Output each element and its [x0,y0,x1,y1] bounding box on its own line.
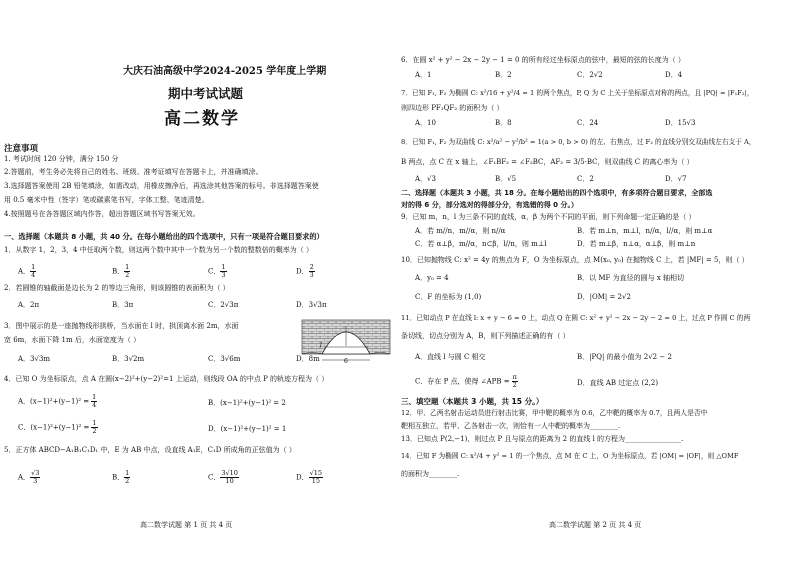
q8-stem: B 两点，点 C 在 x 轴上，∠F₁BF₂ = ∠F₂BC，AF₂ = 3/5·BC，则双曲线 C 的离心率为（ ） [401,158,694,166]
q3-stem: 3．图中展示的是一座抛物线形拱桥，当水面在 l 时，拱顶离水面 2m，水面 [4,322,239,330]
notes-item: 2.答题前，考生务必先将自己的姓名、班级、准考证填写在答题卡上，并准确填涂。 [4,168,263,176]
q9-option-d[interactable]: D．若 m⊥β，n⊥α，α⊥β，则 m⊥n [577,240,696,248]
q2-option-a[interactable]: A．2π [18,301,40,309]
q9-option-c[interactable]: C．若 α⊥β，m//α，n⊂β，l//n，则 m⊥l [415,240,547,248]
q4-stem: 4．已知 O 为坐标原点，点 A 在圆(x−2)²+(y−2)²=1 上运动，则线段 OA 的中点 P 的轨迹方程为（ ） [4,375,329,383]
right-page [397,0,794,561]
q2-option-c[interactable]: C．2√3π [208,301,239,309]
notes-item: 4.按照题号在各答题区域内作答，超出答题区域书写答案无效。 [4,210,200,218]
q10-option-b[interactable]: B．以 MF 为直径的圆与 x 轴相切 [577,274,685,282]
q7-stem: 7．已知 F₁, F₂ 为椭圆 C: x²/16 + y²/4 = 1 的两个焦点，P, Q 为 C 上关于坐标原点对称的两点，且 |PQ| = |F₁F₂|， [401,89,754,97]
q11-stem: 条切线，切点分别为 A，B，则下列描述正确的有（ ） [401,332,570,340]
q4-option-a[interactable]: A．(x−1)²+(y−1)² = $\frac{1}{4}$ [18,393,97,409]
q10-option-a[interactable]: A．y₀ = 4 [415,274,449,282]
page-footer-right: 高二数学试题 第 2 页 共 4 页 [549,521,642,529]
q8-option-d[interactable]: D．√7 [665,175,687,183]
q12-stem: 靶相互独立，若甲、乙各射击一次，则恰有一人中靶的概率为________. [401,422,621,430]
q4-option-b[interactable]: B．(x−1)²+(y−1)² = 2 [208,399,286,407]
q5-option-b[interactable]: B． $\frac{1}{2}$ [112,469,130,485]
q1-option-d[interactable]: D． $\frac{2}{3}$ [296,263,314,279]
q14-stem: 的面积为________. [401,470,460,478]
q11-option-a[interactable]: A．直线 l 与圆 C 相交 [415,353,486,361]
q1-option-b[interactable]: B． $\frac{1}{2}$ [112,263,130,279]
q11-stem: 11．已知动点 P 在直线 l: x + y − 6 = 0 上，动点 Q 在圆 C: x² + y² − 2x − 2y − 2 = 0 上，过点 P 作圆 C 的两 [401,314,751,322]
q7-option-d[interactable]: D．15√3 [665,119,696,127]
q8-stem: 8．已知 F₁, F₂ 为双曲线 C: x²/a² − y²/b² = 1(a > 0, b > 0) 的左、右焦点，过 F₂ 的直线分别交双曲线左右支于 A， [401,138,756,146]
q1-option-a[interactable]: A． $\frac{1}{4}$ [18,263,36,279]
q4-option-c[interactable]: C．(x−1)²+(y−1)² = $\frac{1}{2}$ [18,419,97,435]
q7-stem: 则四边形 PF₁QF₂ 的面积为（ ） [401,104,504,112]
q3-option-c[interactable]: C．3√6m [208,355,241,363]
q11-option-b[interactable]: B．|PQ| 的最小值为 2√2 − 2 [577,353,672,361]
q2-option-b[interactable]: B．3π [112,301,134,309]
q9-option-a[interactable]: A．若 m//n，m//α，则 n//α [415,227,506,235]
q8-option-b[interactable]: B．√5 [495,175,517,183]
label-l: l [320,342,322,349]
section3-title: 三、填空题（本题共 3 小题，共 15 分。） [401,397,544,406]
q5-option-a[interactable]: A． $\frac{√3}{3}$ [18,469,40,485]
q8-option-a[interactable]: A．√3 [415,175,436,183]
page-footer-left: 高二数学试题 第 1 页 共 4 页 [140,521,233,529]
section2-title: 对的得 6 分，部分选对的得部分分，有选错的得 0 分。） [401,201,578,209]
q7-option-a[interactable]: A．10 [415,119,436,127]
q10-stem: 10．已知抛物线 C: x² = 4y 的焦点为 F，O 为坐标原点，点 M(x₀, y₀) 在抛物线 C 上，若 |MF| = 5，则（ ） [401,256,749,264]
notes-item: 1. 考试时间 120 分钟，满分 150 分 [4,155,119,163]
q14-stem: 14．已知 F 为椭圆 C: x²/4 + y² = 1 的一个焦点，点 M 在 C 上，O 为坐标原点，若 |OM| = |OF|，则 △OMF [401,452,739,460]
q6-stem: 6．在圆 x² + y² − 2x − 2y − 1 = 0 的所有经过坐标原点的弦中，最短的弦的长度为（ ） [401,56,685,64]
q1-stem: 1．从数字 1，2，3，4 中任取两个数，则这两个数中其中一个数为另一个数的整数倍的概率为（ ） [4,246,313,254]
q10-option-d[interactable]: D．|OM| = 2√2 [577,293,631,301]
section1-title: 一、选择题（本题共 8 小题，共 40 分。在每小题给出的四个选项中，只有一项是符合题目要求的） [4,232,324,241]
notes-item: 用 0.5 毫米中性（签字）笔或碳素笔书写，字体工整、笔迹清楚。 [4,196,209,204]
section2-title: 二、选择题（本题共 3 小题，共 18 分。在每小题给出的四个选项中，有多项符合题目要求，全部选 [401,189,713,197]
q9-stem: 9．已知 m，n，l 为三条不同的直线，α，β 为两个不同的平面，则下列命题一定正确的是（ ） [401,213,696,221]
q7-option-c[interactable]: C．24 [577,119,599,127]
q9-option-b[interactable]: B．若 m⊥n，m⊥l，n//α，l//α，则 m⊥α [577,227,713,235]
q5-stem: 5．正方体 ABCD−A₁B₁C₁D₁ 中，E 为 AB 中点，设直线 A₁E，C₁D 所成角的正弦值为（ ） [4,446,296,454]
q13-stem: 13．已知点 P(2,−1)，则过点 P 且与原点的距离为 2 的直线 l 的方程为________________. [401,435,684,443]
q10-option-c[interactable]: C．F 的坐标为 (1,0) [415,293,482,301]
q6-option-d[interactable]: D．4 [665,71,683,79]
q7-option-b[interactable]: B．8 [495,119,512,127]
q3-option-a[interactable]: A．3√3m [18,355,51,363]
q6-option-c[interactable]: C．2√2 [577,71,603,79]
q2-stem: 2．若圆锥的轴截面是边长为 2 的等边三角形，则该圆锥的表面积为（ ） [4,284,230,292]
school-title: 大庆石油高级中学2024-2025 学年度上学期 [123,66,327,77]
q5-option-d[interactable]: D． $\frac{√15}{15}$ [296,469,323,485]
label-width: 6 [344,358,348,364]
notes-title: 注意事项 [4,144,39,154]
q3-option-d[interactable]: D．8m [296,355,320,363]
exam-title: 期中考试试题 [168,86,244,101]
q5-option-c[interactable]: C． $\frac{3√10}{10}$ [208,469,238,485]
q11-option-d[interactable]: D．直线 AB 过定点 (2,2) [577,379,659,387]
q12-stem: 12．甲、乙两名射击运动员进行射击比赛，甲中靶的概率为 0.6，乙中靶的概率为 0.7，且两人是否中 [401,409,708,417]
q6-option-a[interactable]: A．1 [415,71,432,79]
q3-stem: 宽 6m，水面下降 1m 后，水面宽度为（ ） [4,336,141,344]
q2-option-d[interactable]: D．3√3π [296,301,327,309]
q3-option-b[interactable]: B．3√2m [112,355,145,363]
q1-option-c[interactable]: C． $\frac{1}{3}$ [208,263,226,279]
q6-option-b[interactable]: B．2 [495,71,512,79]
notes-item: 3.选择题答案使用 2B 铅笔填涂，如需改动，用橡皮擦净后，再选涂其他答案的标号。非选择题答案使 [4,182,319,190]
q8-option-c[interactable]: C．2 [577,175,594,183]
q4-option-d[interactable]: D．(x−1)²+(y−1)² = 1 [208,425,287,433]
subject-title: 高二数学 [164,109,240,129]
q11-option-c[interactable]: C．存在 P 点，使得 ∠APB = $\frac{\pi}{2}$ [415,373,517,389]
